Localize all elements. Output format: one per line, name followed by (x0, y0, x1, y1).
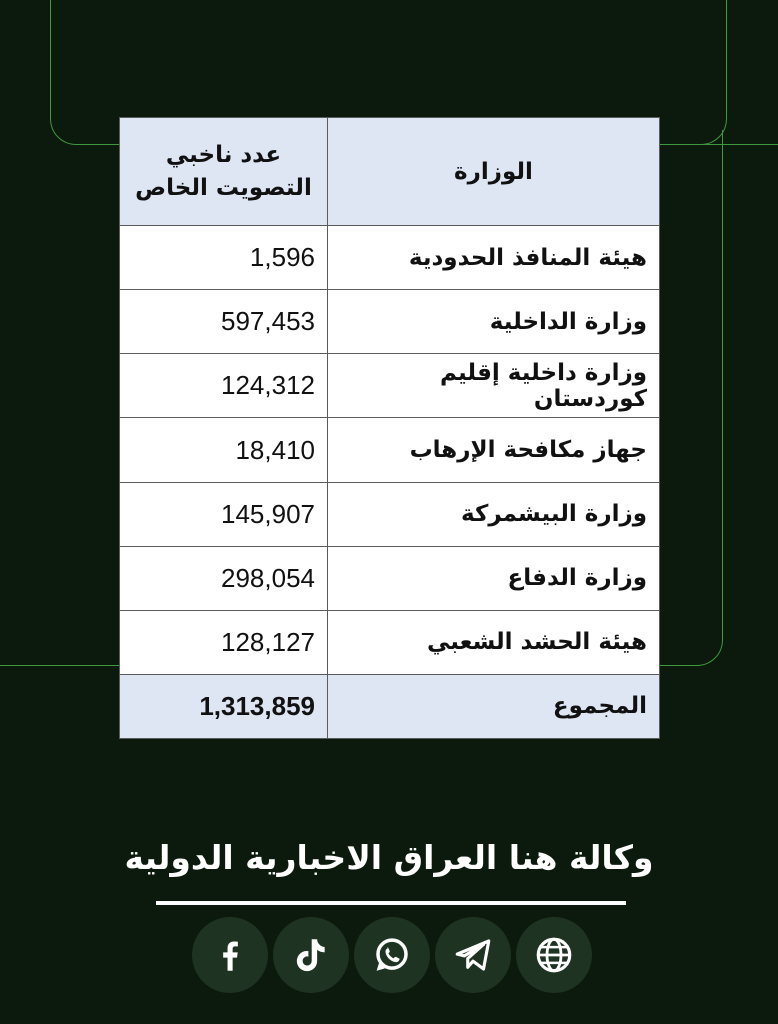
table-row (120, 546, 660, 610)
row-ministry: جهاز مكافحة الإرهاب (328, 418, 660, 482)
telegram-icon (452, 934, 494, 976)
social-links (192, 917, 592, 993)
row-count: 145,907 (120, 482, 328, 546)
facebook-icon (209, 934, 251, 976)
website-link[interactable] (516, 917, 592, 993)
whatsapp-icon (371, 934, 413, 976)
row-ministry: وزارة الداخلية (328, 290, 660, 354)
total-label: المجموع (328, 674, 660, 738)
table-row (120, 418, 660, 482)
facebook-link[interactable] (192, 917, 268, 993)
table-total-row (120, 674, 660, 738)
table-row (120, 610, 660, 674)
tiktok-icon (290, 934, 332, 976)
tiktok-link[interactable] (273, 917, 349, 993)
row-count: 597,453 (120, 290, 328, 354)
row-count: 298,054 (120, 546, 328, 610)
header-voter-count-line2: التصويت الخاص (135, 174, 312, 201)
header-voter-count (120, 118, 328, 226)
decorative-line (660, 144, 778, 145)
row-count: 124,312 (120, 354, 328, 418)
table-header-row (120, 118, 660, 226)
header-ministry: الوزارة (328, 118, 660, 226)
telegram-link[interactable] (435, 917, 511, 993)
table-row (120, 482, 660, 546)
divider (156, 901, 626, 905)
agency-name: وكالة هنا العراق الاخبارية الدولية (124, 838, 654, 877)
table-row (120, 290, 660, 354)
row-ministry: هيئة الحشد الشعبي (328, 610, 660, 674)
whatsapp-link[interactable] (354, 917, 430, 993)
row-ministry: هيئة المنافذ الحدودية (328, 226, 660, 290)
row-count: 18,410 (120, 418, 328, 482)
row-ministry: وزارة البيشمركة (328, 482, 660, 546)
globe-icon (533, 934, 575, 976)
header-voter-count-line1: عدد ناخبي (165, 142, 282, 169)
row-count: 1,596 (120, 226, 328, 290)
table-row (120, 226, 660, 290)
row-ministry: وزارة داخلية إقليم كوردستان (328, 354, 660, 418)
voters-table (119, 117, 660, 739)
voters-table-card (119, 117, 659, 739)
row-count: 128,127 (120, 610, 328, 674)
total-count: 1,313,859 (120, 674, 328, 738)
row-ministry: وزارة الدفاع (328, 546, 660, 610)
table-row (120, 354, 660, 418)
